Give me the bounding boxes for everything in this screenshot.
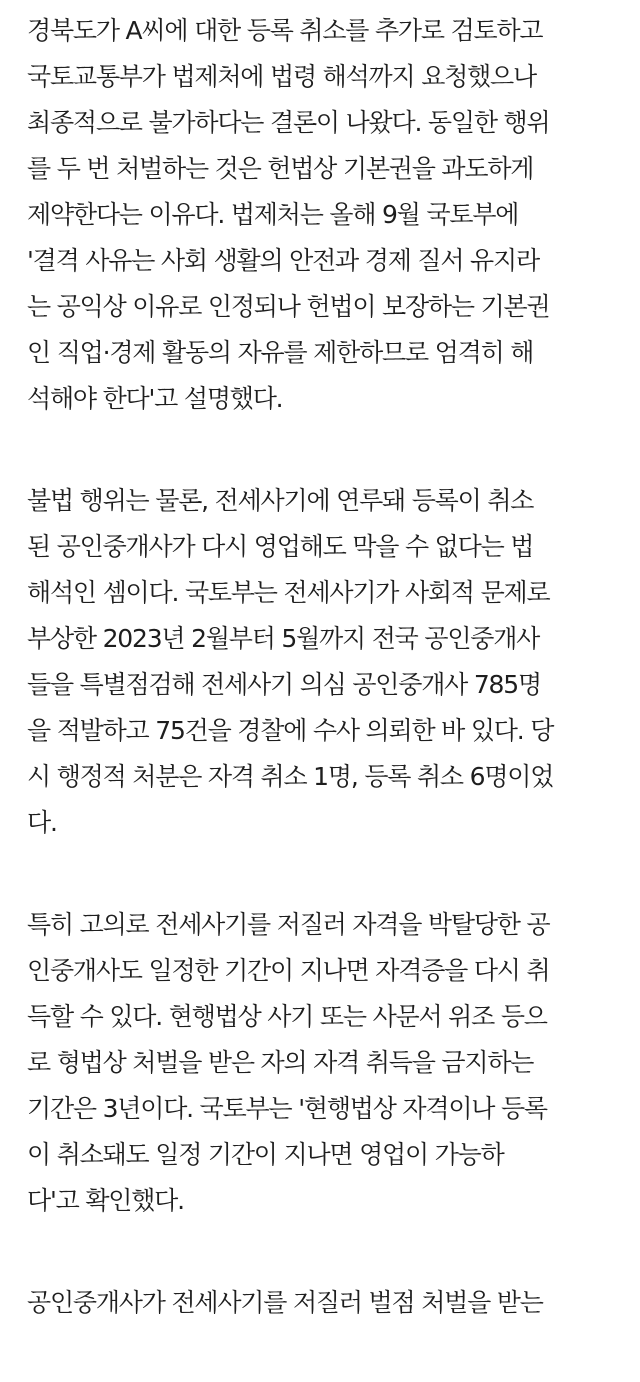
text-line: 제약한다는 이유다. 법제처는 올해 9월 국토부에: [27, 200, 519, 229]
text-line: 석해야 한다'고 설명했다.: [27, 384, 283, 413]
article-body: [27, 8, 627, 1382]
text-line: 를 두 번 처벌하는 것은 헌법상 기본권을 과도하게: [27, 154, 534, 183]
text-line: 다'고 확인했다.: [27, 1186, 184, 1215]
text-line: 로 형법상 처벌을 받은 자의 자격 취득을 금지하는: [27, 1048, 534, 1077]
paragraph-3: [27, 902, 627, 1224]
text-line: 인중개사도 일정한 기간이 지나면 자격증을 다시 취: [27, 956, 550, 985]
text-line: 공인중개사가 전세사기를 저질러 벌점 처벌을 받는: [27, 1288, 543, 1317]
text-line: 이 취소돼도 일정 기간이 지나면 영업이 가능하: [27, 1140, 504, 1169]
text-line: 는 공익상 이유로 인정되나 헌법이 보장하는 기본권: [27, 292, 550, 321]
text-line: 경북도가 A씨에 대한 등록 취소를 추가로 검토하고: [27, 16, 543, 45]
text-line: '결격 사유는 사회 생활의 안전과 경제 질서 유지라: [27, 246, 539, 275]
text-line: 해석인 셈이다. 국토부는 전세사기가 사회적 문제로: [27, 578, 550, 607]
text-line: 된 공인중개사가 다시 영업해도 막을 수 없다는 법: [27, 532, 534, 561]
text-line: 들을 특별점검해 전세사기 의심 공인중개사 785명: [27, 670, 541, 699]
text-line: 국토교통부가 법제처에 법령 해석까지 요청했으나: [27, 62, 536, 91]
text-line: 다.: [27, 808, 57, 837]
paragraph-1: [27, 8, 627, 422]
text-line: 부상한 2023년 2월부터 5월까지 전국 공인중개사: [27, 624, 540, 653]
text-line: 기간은 3년이다. 국토부는 '현행법상 자격이나 등록: [27, 1094, 547, 1123]
paragraph-4: [27, 1280, 627, 1326]
text-line: 불법 행위는 물론, 전세사기에 연루돼 등록이 취소: [27, 486, 534, 515]
text-line: 득할 수 있다. 현행법상 사기 또는 사문서 위조 등으: [27, 1002, 547, 1031]
text-line: 특히 고의로 전세사기를 저질러 자격을 박탈당한 공: [27, 910, 550, 939]
text-line: 시 행정적 처분은 자격 취소 1명, 등록 취소 6명이었: [27, 762, 554, 791]
text-line: 최종적으로 불가하다는 결론이 나왔다. 동일한 행위: [27, 108, 550, 137]
text-line: 인 직업·경제 활동의 자유를 제한하므로 엄격히 해: [27, 338, 534, 367]
text-line: 을 적발하고 75건을 경찰에 수사 의뢰한 바 있다. 당: [27, 716, 554, 745]
paragraph-2: [27, 478, 627, 846]
